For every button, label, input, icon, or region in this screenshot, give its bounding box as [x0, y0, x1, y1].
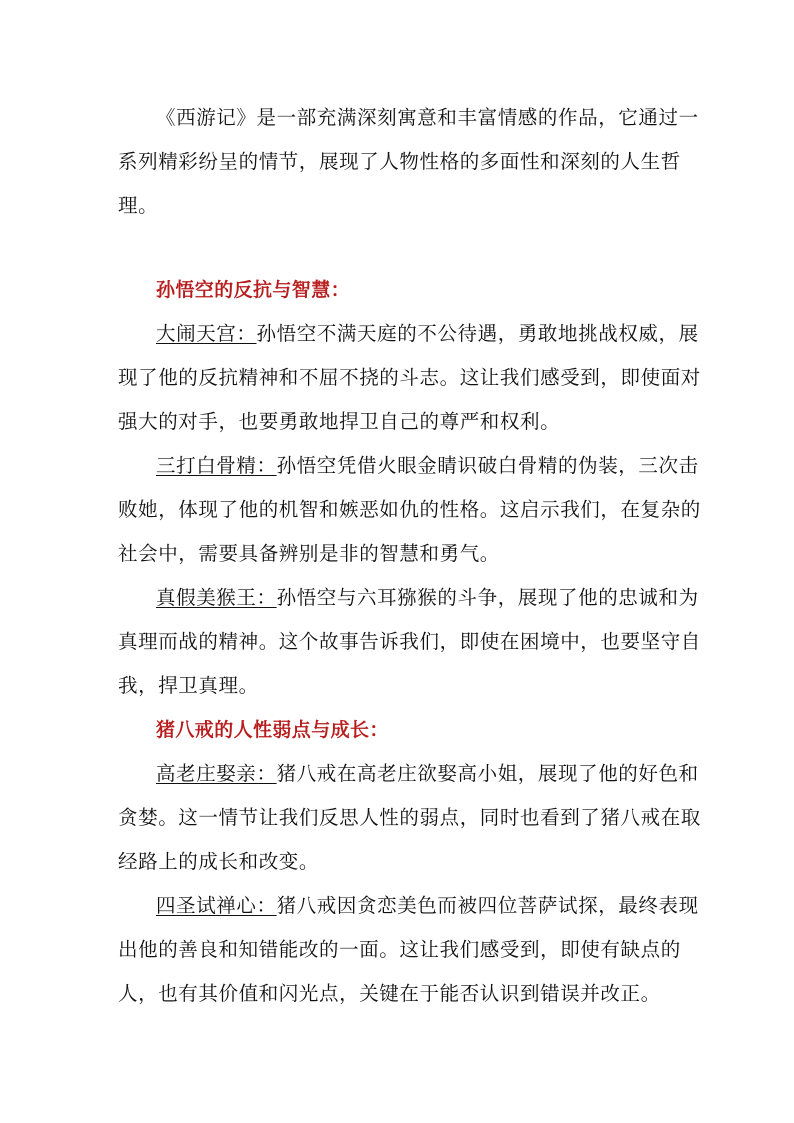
section-heading-sunwukong: 孙悟空的反抗与智慧：: [156, 279, 351, 301]
item-label: 三打白骨精：: [156, 454, 277, 477]
paragraph-line: 贪婪。这一情节让我们反思人性的弱点，同时也看到了猪八戒在取: [118, 806, 701, 829]
section-heading-zhubajie: 猪八戒的人性弱点与成长：: [156, 719, 389, 741]
item-label: 高老庄娶亲：: [156, 762, 277, 785]
paragraph-line: 强大的对手，也要勇敢地捍卫自己的尊严和权利。: [118, 410, 561, 433]
paragraph-line: 人，也有其价值和闪光点，关键在于能否认识到错误并改正。: [118, 982, 661, 1005]
item-label: 四圣试禅心：: [156, 894, 277, 917]
paragraph-line: 社会中，需要具备辨别是非的智慧和勇气。: [118, 542, 500, 565]
item-text: 孙悟空不满天庭的不公待遇，勇敢地挑战权威，展: [256, 322, 699, 345]
item-text: 猪八戒因贪恋美色而被四位菩萨试探，最终表现: [276, 894, 699, 917]
paragraph-line: 经路上的成长和改变。: [118, 850, 320, 873]
intro-line-2: 系列精彩纷呈的情节，展现了人物性格的多面性和深刻的人生哲: [118, 150, 681, 173]
spacer: [118, 228, 674, 268]
item-text: 孙悟空与六耳猕猴的斗争，展现了他的忠诚和为: [276, 586, 699, 609]
intro-line-3: 理。: [118, 194, 159, 217]
item-text: 猪八戒在高老庄欲娶高小姐，展现了他的好色和: [276, 762, 699, 785]
paragraph-line: 我，捍卫真理。: [118, 674, 259, 697]
intro-line-1: 《西游记》是一部充满深刻寓意和丰富情感的作品，它通过一: [156, 106, 699, 129]
item-label: 大闹天宫：: [156, 322, 257, 345]
paragraph-first-line: [118, 884, 699, 928]
paragraph-line: 现了他的反抗精神和不屈不挠的斗志。这让我们感受到，即使面对: [118, 366, 701, 389]
paragraph-first-line: [118, 444, 699, 488]
item-text: 孙悟空凭借火眼金睛识破白骨精的伪装，三次击: [276, 454, 699, 477]
paragraph-first-line: [118, 312, 699, 356]
paragraph-first-line: [118, 752, 699, 796]
paragraph-line: 真理而战的精神。这个故事告诉我们，即使在困境中，也要坚守自: [118, 630, 701, 653]
paragraph-line: 出他的善良和知错能改的一面。这让我们感受到，即使有缺点的: [118, 938, 681, 961]
document-page: [118, 96, 701, 1016]
paragraph-line: 败她，体现了他的机智和嫉恶如仇的性格。这启示我们，在复杂的: [118, 498, 701, 521]
item-label: 真假美猴王：: [156, 586, 277, 609]
paragraph-first-line: [118, 576, 699, 620]
